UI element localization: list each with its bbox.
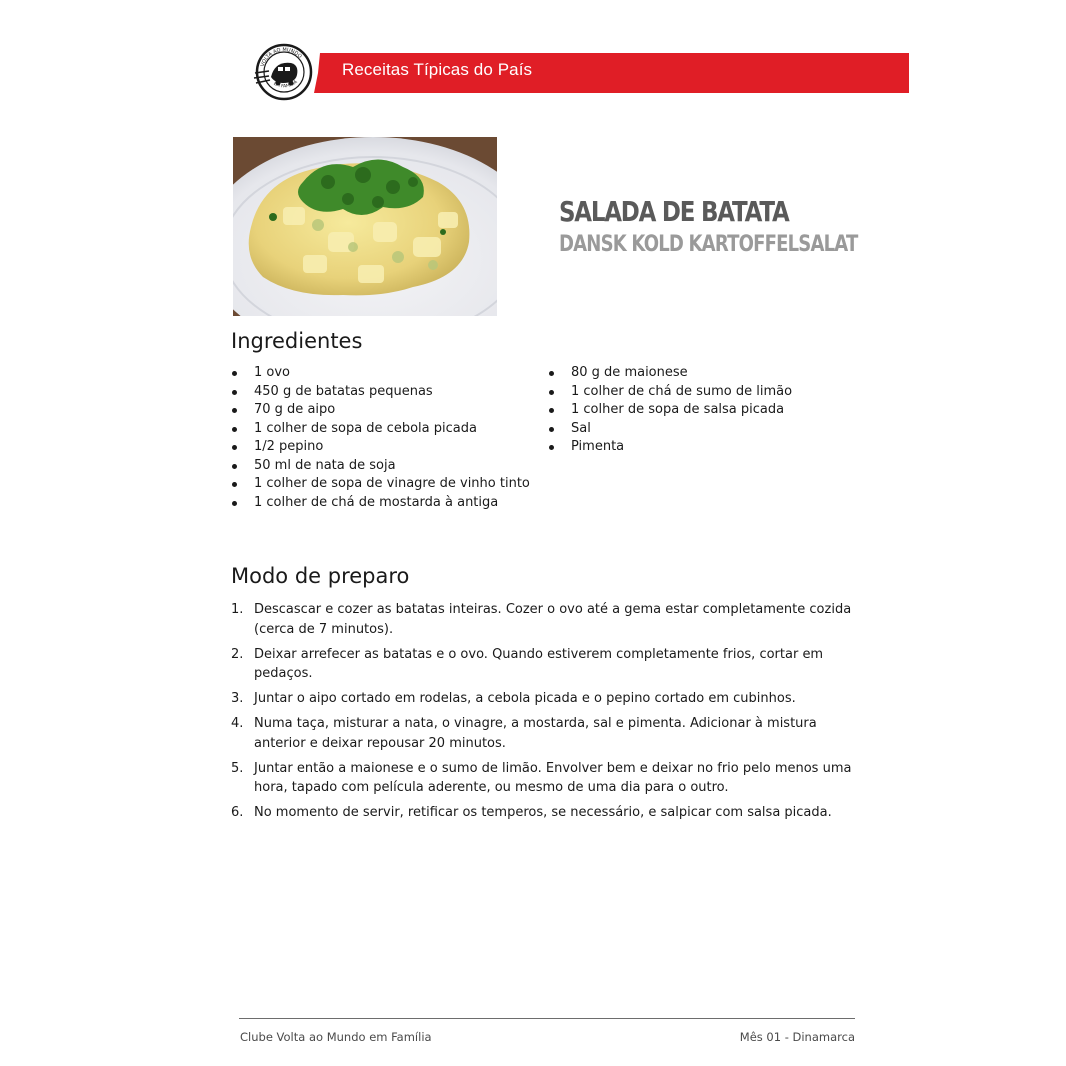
ingredients-heading: Ingredientes <box>231 329 363 353</box>
step-number: 3. <box>231 691 244 706</box>
step-number: 5. <box>231 760 244 776</box>
step-item <box>231 803 871 823</box>
ingredient-item: 1/2 pepino <box>231 438 530 457</box>
ingredient-item: 1 colher de sopa de cebola picada <box>231 420 530 439</box>
ingredients-list-right <box>548 364 792 457</box>
step-number: 6. <box>231 805 244 820</box>
step-item <box>231 689 871 709</box>
ingredients-list-left <box>231 364 530 512</box>
step-number: 1. <box>231 602 244 617</box>
ingredient-item: 1 colher de sopa de salsa picada <box>548 401 792 420</box>
ingredient-item: 1 colher de chá de mostarda à antiga <box>231 494 530 513</box>
step-number: 2. <box>231 646 244 662</box>
step-text: Descascar e cozer as batatas inteiras. Cozer o ovo até a gema estar completamente cozida (cerca de 7 minutos). <box>254 602 852 637</box>
step-item <box>231 600 871 639</box>
preparation-heading: Modo de preparo <box>231 564 410 588</box>
logo-text-top: VOLTA AO MUNDO <box>259 46 303 68</box>
ingredient-item: 80 g de maionese <box>548 364 792 383</box>
volta-ao-mundo-logo-icon <box>251 43 313 101</box>
ingredient-item: 50 ml de nata de soja <box>231 457 530 476</box>
logo-text-bottom: EM FAMÍLIA <box>272 79 299 90</box>
ingredient-item: 1 colher de chá de sumo de limão <box>548 383 792 402</box>
ingredient-item: Pimenta <box>548 438 792 457</box>
ingredient-item: Sal <box>548 420 792 439</box>
recipe-subtitle: DANSK KOLD KARTOFFELSALAT <box>559 232 858 257</box>
ingredient-item: 70 g de aipo <box>231 401 530 420</box>
potato-salad-photo <box>233 137 497 316</box>
step-item <box>231 759 871 798</box>
step-text: Deixar arrefecer as batatas e o ovo. Quando estiverem completamente frios, cortar em pedaços. <box>254 646 824 681</box>
step-text: Juntar o aipo cortado em rodelas, a cebola picada e o pepino cortado em cubinhos. <box>254 691 796 706</box>
step-item <box>231 645 871 684</box>
recipe-title: SALADA DE BATATA <box>559 195 789 228</box>
footer-month-country: Mês 01 - Dinamarca <box>739 1030 855 1044</box>
step-number: 4. <box>231 716 244 731</box>
step-text: Numa taça, misturar a nata, o vinagre, a mostarda, sal e pimenta. Adicionar à mistura anterior e deixar repousar 20 minutos. <box>254 716 817 751</box>
footer-club-name: Clube Volta ao Mundo em Família <box>240 1030 432 1044</box>
step-item <box>231 714 871 753</box>
ingredient-item: 450 g de batatas pequenas <box>231 383 530 402</box>
step-text: No momento de servir, retificar os temperos, se necessário, e salpicar com salsa picada. <box>254 805 832 820</box>
preparation-steps <box>231 600 871 828</box>
footer-divider <box>239 1018 855 1019</box>
header-title: Receitas Típicas do País <box>342 60 533 79</box>
step-text: Juntar então a maionese e o sumo de limão. Envolver bem e deixar no frio pelo menos uma hora, tapado com película aderente, ou mesmo de uma dia para o outro. <box>254 760 852 795</box>
ingredient-item: 1 ovo <box>231 364 530 383</box>
ingredient-item: 1 colher de sopa de vinagre de vinho tinto <box>231 475 530 494</box>
